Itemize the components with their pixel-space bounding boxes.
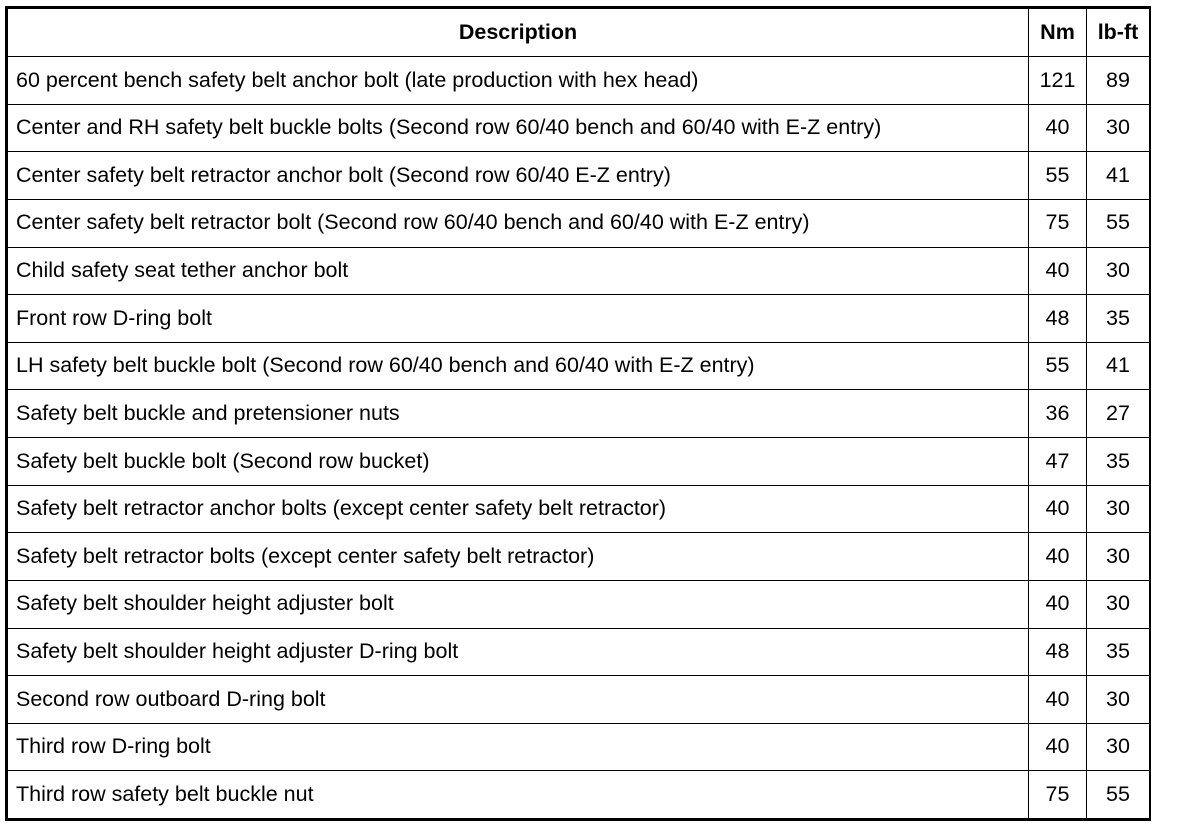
nm-value-cell: 40 bbox=[1029, 247, 1087, 295]
lbft-value-cell: 27 bbox=[1087, 390, 1150, 438]
column-header-lbft: lb-ft bbox=[1087, 9, 1150, 57]
table-body bbox=[8, 57, 1150, 819]
nm-value-cell: 48 bbox=[1029, 628, 1087, 676]
lbft-value-cell: 30 bbox=[1087, 676, 1150, 724]
lbft-value-cell: 55 bbox=[1087, 199, 1150, 247]
table-row bbox=[8, 533, 1150, 581]
table-row bbox=[8, 199, 1150, 247]
lbft-value-cell: 30 bbox=[1087, 485, 1150, 533]
lbft-value-cell: 41 bbox=[1087, 152, 1150, 200]
description-cell: Safety belt buckle bolt (Second row bucket) bbox=[8, 438, 1029, 486]
lbft-value-cell: 35 bbox=[1087, 438, 1150, 486]
lbft-value-cell: 41 bbox=[1087, 342, 1150, 390]
table-row bbox=[8, 152, 1150, 200]
description-cell: Safety belt retractor bolts (except center safety belt retractor) bbox=[8, 533, 1029, 581]
nm-value-cell: 40 bbox=[1029, 533, 1087, 581]
nm-value-cell: 55 bbox=[1029, 152, 1087, 200]
table-row bbox=[8, 104, 1150, 152]
description-cell: 60 percent bench safety belt anchor bolt (late production with hex head) bbox=[8, 57, 1029, 105]
nm-value-cell: 48 bbox=[1029, 295, 1087, 343]
description-cell: Second row outboard D-ring bolt bbox=[8, 676, 1029, 724]
lbft-value-cell: 55 bbox=[1087, 771, 1150, 819]
column-header-nm: Nm bbox=[1029, 9, 1087, 57]
table-row bbox=[8, 438, 1150, 486]
nm-value-cell: 55 bbox=[1029, 342, 1087, 390]
table-header-row bbox=[8, 9, 1150, 57]
torque-specification-table bbox=[7, 8, 1150, 819]
nm-value-cell: 47 bbox=[1029, 438, 1087, 486]
description-cell: Center and RH safety belt buckle bolts (Second row 60/40 bench and 60/40 with E-Z entry) bbox=[8, 104, 1029, 152]
table-row bbox=[8, 295, 1150, 343]
table-row bbox=[8, 390, 1150, 438]
nm-value-cell: 40 bbox=[1029, 485, 1087, 533]
description-cell: Center safety belt retractor bolt (Second row 60/40 bench and 60/40 with E-Z entry) bbox=[8, 199, 1029, 247]
lbft-value-cell: 35 bbox=[1087, 628, 1150, 676]
description-cell: Center safety belt retractor anchor bolt (Second row 60/40 E-Z entry) bbox=[8, 152, 1029, 200]
nm-value-cell: 40 bbox=[1029, 104, 1087, 152]
description-cell: LH safety belt buckle bolt (Second row 60/40 bench and 60/40 with E-Z entry) bbox=[8, 342, 1029, 390]
table-row bbox=[8, 628, 1150, 676]
description-cell: Third row safety belt buckle nut bbox=[8, 771, 1029, 819]
lbft-value-cell: 30 bbox=[1087, 723, 1150, 771]
nm-value-cell: 121 bbox=[1029, 57, 1087, 105]
description-cell: Safety belt shoulder height adjuster bolt bbox=[8, 580, 1029, 628]
nm-value-cell: 75 bbox=[1029, 199, 1087, 247]
lbft-value-cell: 30 bbox=[1087, 580, 1150, 628]
lbft-value-cell: 89 bbox=[1087, 57, 1150, 105]
nm-value-cell: 75 bbox=[1029, 771, 1087, 819]
table-row bbox=[8, 247, 1150, 295]
table-row bbox=[8, 723, 1150, 771]
lbft-value-cell: 30 bbox=[1087, 104, 1150, 152]
lbft-value-cell: 35 bbox=[1087, 295, 1150, 343]
description-cell: Front row D-ring bolt bbox=[8, 295, 1029, 343]
nm-value-cell: 36 bbox=[1029, 390, 1087, 438]
description-cell: Safety belt shoulder height adjuster D-ring bolt bbox=[8, 628, 1029, 676]
table-row bbox=[8, 485, 1150, 533]
nm-value-cell: 40 bbox=[1029, 676, 1087, 724]
description-cell: Safety belt buckle and pretensioner nuts bbox=[8, 390, 1029, 438]
nm-value-cell: 40 bbox=[1029, 580, 1087, 628]
table-row bbox=[8, 342, 1150, 390]
column-header-description: Description bbox=[8, 9, 1029, 57]
lbft-value-cell: 30 bbox=[1087, 533, 1150, 581]
table-row bbox=[8, 57, 1150, 105]
table-row bbox=[8, 580, 1150, 628]
table-row bbox=[8, 676, 1150, 724]
table-row bbox=[8, 771, 1150, 819]
nm-value-cell: 40 bbox=[1029, 723, 1087, 771]
description-cell: Third row D-ring bolt bbox=[8, 723, 1029, 771]
description-cell: Safety belt retractor anchor bolts (except center safety belt retractor) bbox=[8, 485, 1029, 533]
lbft-value-cell: 30 bbox=[1087, 247, 1150, 295]
torque-specification-table-frame bbox=[5, 6, 1151, 821]
description-cell: Child safety seat tether anchor bolt bbox=[8, 247, 1029, 295]
